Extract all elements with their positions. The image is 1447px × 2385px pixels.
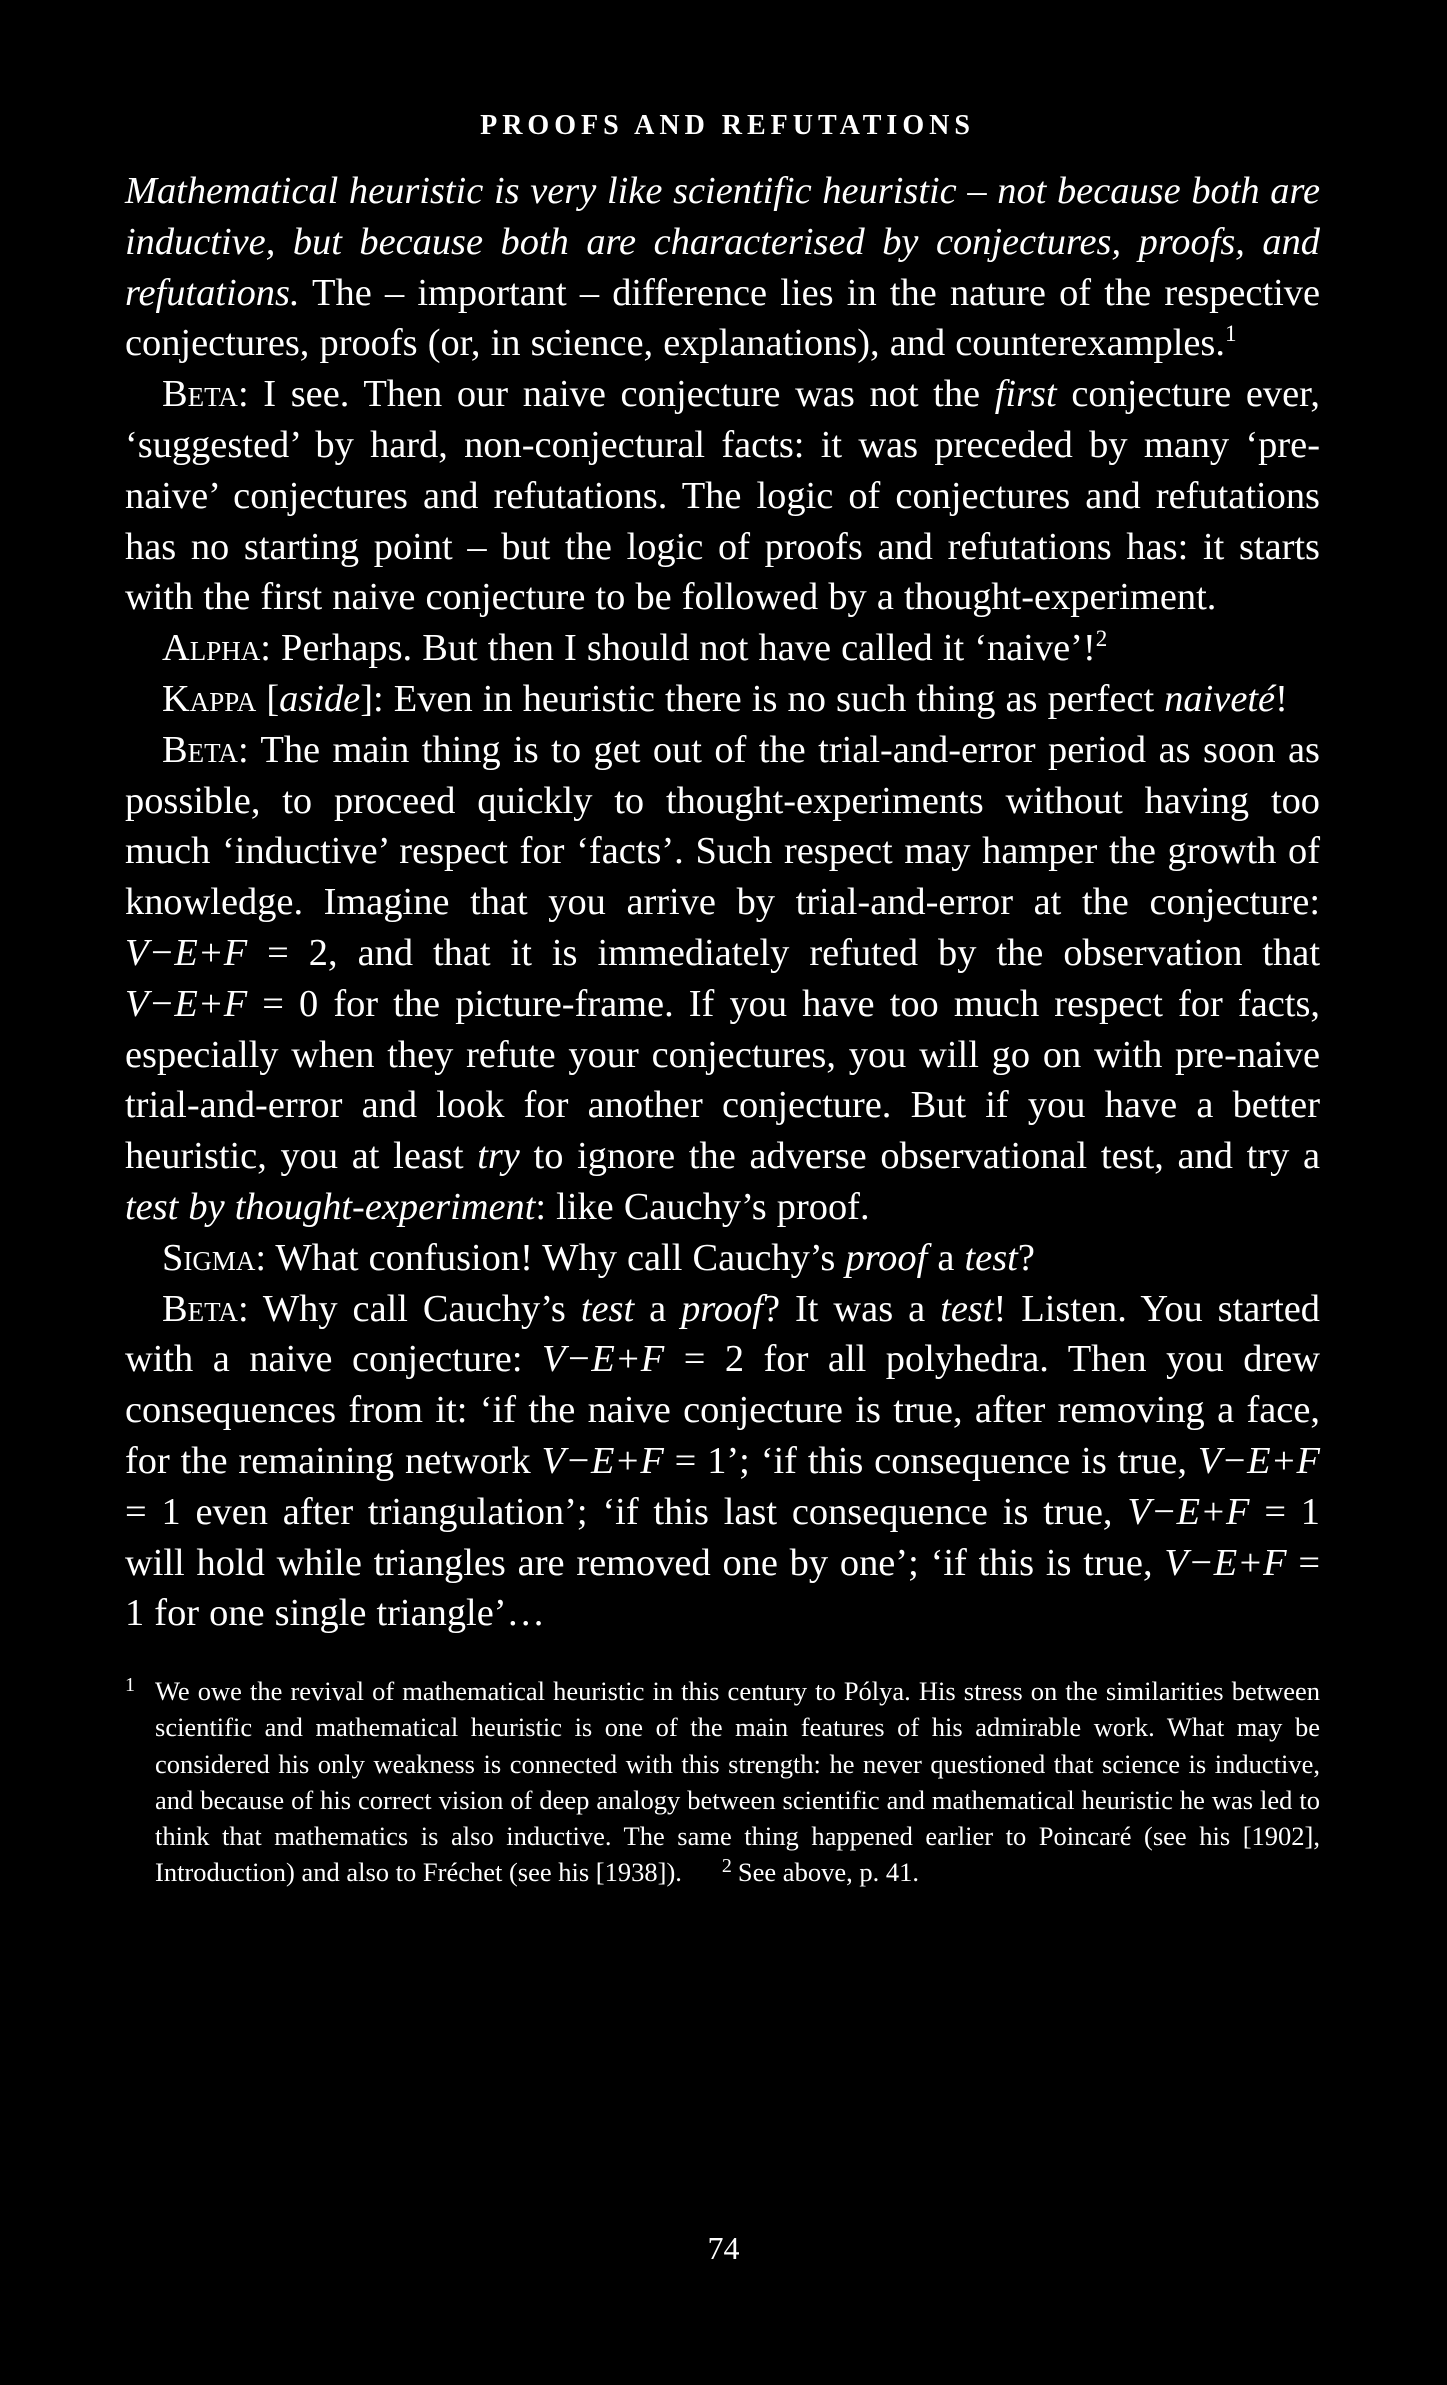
p3-text: : Perhaps. But then I should not have called it ‘naive’!: [260, 627, 1096, 670]
p7-text-g: = 1 even after triangulation’; ‘if this last consequence is true,: [125, 1490, 1128, 1533]
footnote-1: [125, 1673, 1320, 1890]
footnote-2-text: See above, p. 41.: [737, 1857, 919, 1888]
p5-text-d: to ignore the adverse observational test, and try a: [519, 1135, 1320, 1178]
paragraph-7: [125, 1284, 1320, 1640]
p2-text-a: : I see. Then our naive conjecture was not the: [237, 373, 995, 416]
paragraph-6: [125, 1233, 1320, 1284]
main-text: [125, 166, 1320, 1639]
p6-test: test: [964, 1236, 1018, 1279]
p7-text-d: ! Listen. You started with a naive conjecture:: [125, 1287, 1321, 1381]
page-content: [125, 110, 1320, 1890]
p2-first: first: [994, 373, 1057, 416]
formula: V−E+F: [1164, 1541, 1287, 1584]
speaker-alpha: Alpha: [162, 627, 261, 670]
paragraph-5: [125, 725, 1320, 1233]
p4-naivete: naiveté: [1164, 677, 1276, 720]
footnote-ref-1[interactable]: 1: [1224, 320, 1237, 347]
p7-text-c: ? It was a: [762, 1287, 941, 1330]
formula: V−E+F: [125, 982, 248, 1025]
formula: V−E+F: [1127, 1490, 1250, 1533]
p7-text-f: = 1’; ‘if this consequence is true,: [663, 1439, 1198, 1482]
p5-text-e: : like Cauchy’s proof.: [535, 1185, 870, 1228]
p5-text-b: = 2, and that it is immediately refuted by the observation that: [247, 931, 1320, 974]
footnote-2-mark: 2: [721, 1855, 732, 1878]
paragraph-4: [125, 674, 1320, 725]
paragraph-1: [125, 166, 1320, 369]
paragraph-2: [125, 369, 1320, 623]
speaker-kappa: Kappa: [162, 677, 257, 720]
p7-test: test: [580, 1287, 635, 1330]
formula: V−E+F: [541, 1439, 664, 1482]
footnote-1-text: We owe the revival of mathematical heuristic in this century to Pólya. His stress on the similarities between scientific and mathematical heuristic is one of the main features of his admirable work. What may be considered his only weakness is connected with this strength: he never questioned that science is inductive, and because of his correct vision of deep analogy between scientific and mathematical heuristic he was led to think that mathematics is also inductive. The same thing happened earlier to Poincaré (see his [1902], Introduction) and also to Fréchet (see his [1938]).: [155, 1676, 1320, 1888]
p6-text-b: a: [927, 1236, 965, 1279]
p4-end: !: [1275, 677, 1288, 720]
p7-text-e: = 2 for all polyhedra. Then you drew consequences from it: ‘if the naive conjecture is true, after removing a face, for the remaining network: [125, 1338, 1320, 1482]
p7-text-i: = 1 for one single triangle’…: [125, 1541, 1321, 1635]
p4-bracket: [: [256, 677, 280, 720]
footnotes: [125, 1673, 1320, 1890]
p2-text-b: conjecture ever, ‘suggested’ by hard, non-conjectural facts: it was preceded by many ‘pre-naive’ conjectures and refutations. The logic of conjectures and refutations has no starting point – but the logic of proofs and refutations has: it starts with the first naive conjecture to be followed by a thought-experiment.: [125, 373, 1320, 619]
formula: V−E+F: [125, 931, 248, 974]
formula: V−E+F: [542, 1338, 665, 1381]
p6-text-a: : What confusion! Why call Cauchy’s: [255, 1236, 846, 1279]
formula: V−E+F: [1197, 1439, 1320, 1482]
p6-proof: proof: [845, 1236, 928, 1279]
page-number: 74: [707, 2230, 740, 2266]
p5-try: try: [477, 1135, 520, 1178]
speaker-beta: Beta: [162, 373, 238, 416]
p5-test-by: test by thought-experiment: [125, 1185, 536, 1228]
p1-italic-text: Mathematical heuristic is very like scientific heuristic – not because both are inductive, but because both are characterised by conjectures, proofs, and refutations.: [125, 170, 1320, 314]
p7-test2: test: [940, 1287, 994, 1330]
p7-text-h: = 1 will hold while triangles are removed one by one’; ‘if this is true,: [125, 1490, 1320, 1584]
speaker-beta: Beta: [162, 1287, 238, 1330]
footnote-1-mark: 1: [125, 1674, 135, 1697]
paragraph-3: [125, 623, 1320, 674]
speaker-sigma: Sigma: [162, 1236, 256, 1279]
p6-text-c: ?: [1017, 1236, 1035, 1279]
p4-aside: aside: [279, 677, 361, 720]
p4-text: ]: Even in heuristic there is no such thing as perfect: [360, 677, 1165, 720]
p1-text: The – important – difference lies in the nature of the respective conjectures, proofs (or, in science, explanations), and counterexamples.: [125, 271, 1320, 365]
p7-text-b: a: [634, 1287, 682, 1330]
speaker-beta: Beta: [162, 728, 238, 771]
p5-text-a: : The main thing is to get out of the trial-and-error period as soon as possible, to proceed quickly to thought-experiments without having too much ‘inductive’ respect for ‘facts’. Such respect may hamper the growth of knowledge. Imagine that you arrive by trial-and-error at the conjecture:: [125, 728, 1320, 924]
p5-text-c: = 0 for the picture-frame. If you have too much respect for facts, especially when they refute your conjectures, you will go on with pre-naive trial-and-error and look for another conjecture. But if you have a better heuristic, you at least: [125, 982, 1320, 1178]
footnote-ref-2[interactable]: 2: [1095, 625, 1108, 652]
running-head: PROOFS AND REFUTATIONS: [480, 110, 975, 141]
p7-text-a: : Why call Cauchy’s: [237, 1287, 581, 1330]
p7-proof: proof: [681, 1287, 763, 1330]
